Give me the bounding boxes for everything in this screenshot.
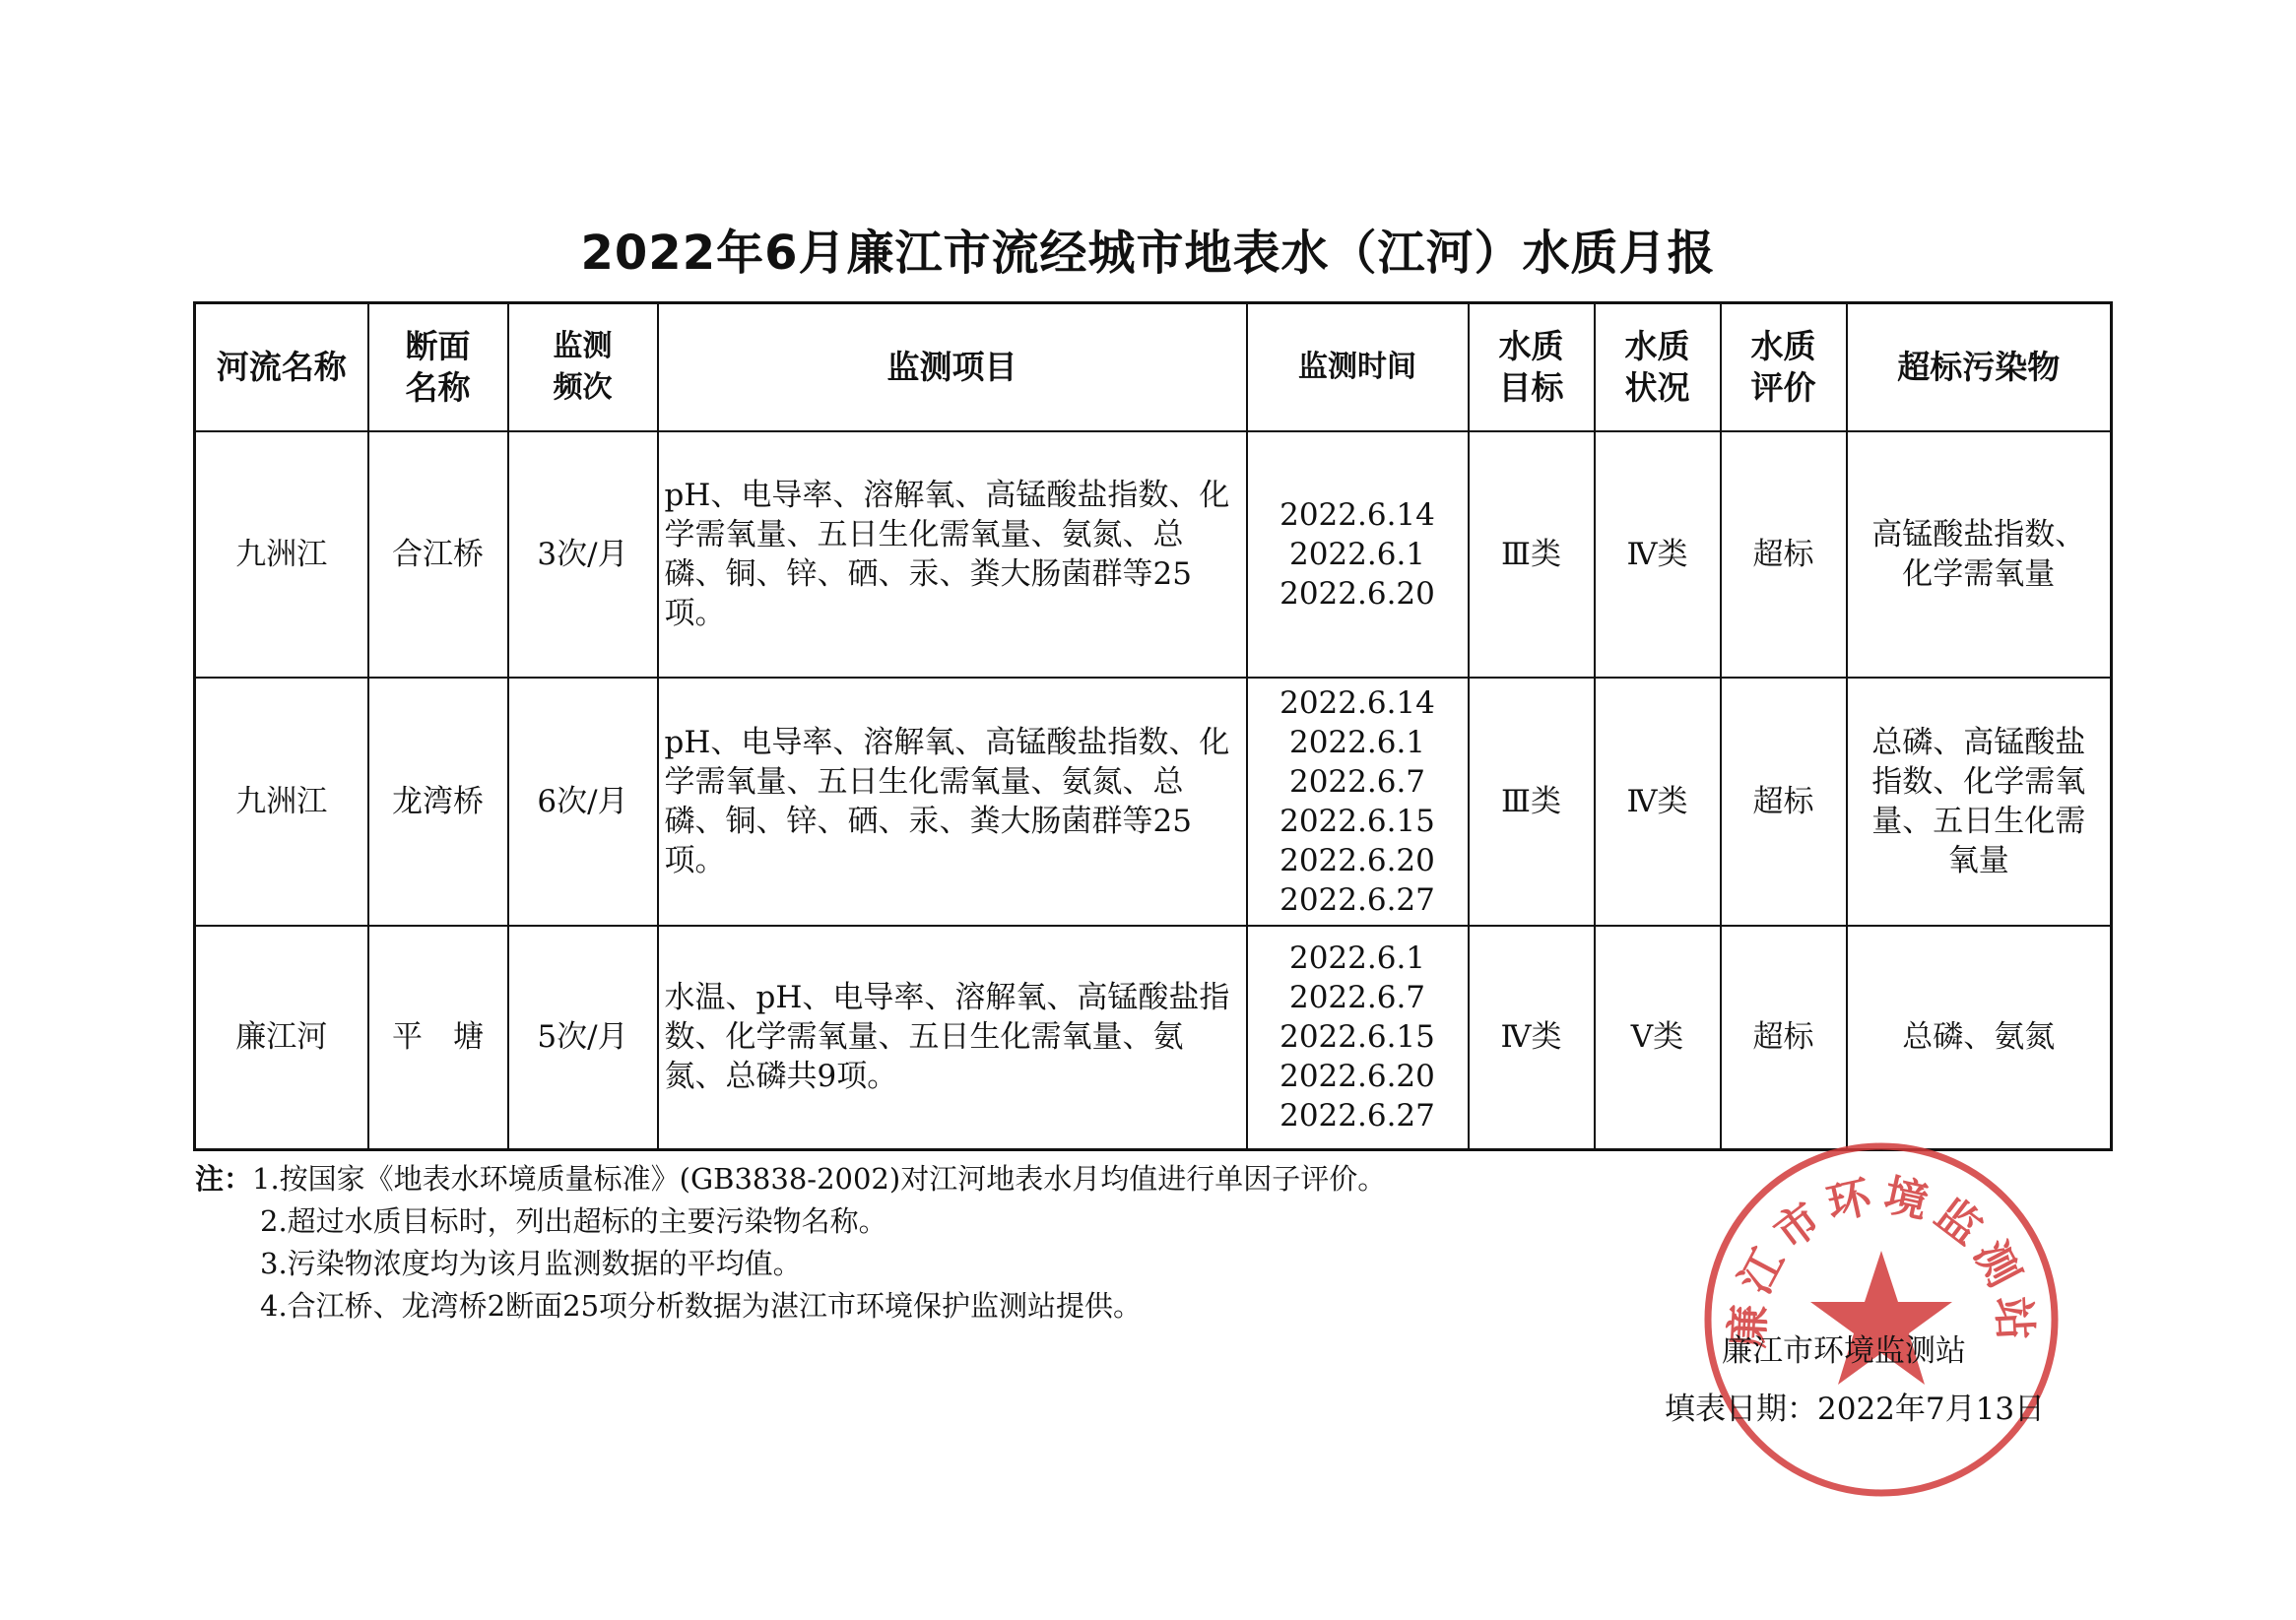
- quality-status: Ⅴ类: [1595, 926, 1721, 1150]
- monitoring-dates: [1247, 678, 1469, 926]
- date-entry: 2022.6.1: [1288, 724, 1426, 760]
- table-header-row: [195, 303, 2112, 431]
- header-frequency: 监测频次: [508, 303, 658, 431]
- note-text: 1.按国家《地表水环境质量标准》(GB3838-2002)对江河地表水月均值进行单因子评价。: [252, 1162, 1387, 1196]
- date-entry: 2022.6.20: [1279, 575, 1435, 612]
- header-status: 水质状况: [1595, 303, 1721, 431]
- header-items: 监测项目: [658, 303, 1247, 431]
- note-line: 3.污染物浓度均为该月监测数据的平均值。: [260, 1247, 802, 1280]
- exceeding-pollutants: 总磷、高锰酸盐指数、化学需氧量、五日生化需氧量: [1847, 678, 2112, 926]
- date-entry: 2022.6.7: [1288, 980, 1426, 1016]
- quality-evaluation: 超标: [1721, 678, 1847, 926]
- date-entry: 2022.6.14: [1279, 496, 1435, 533]
- quality-status: Ⅳ类: [1595, 431, 1721, 678]
- river-name: 廉江河: [195, 926, 368, 1150]
- quality-target: Ⅳ类: [1469, 926, 1595, 1150]
- frequency: 5次/月: [508, 926, 658, 1150]
- header-section: 断面名称: [368, 303, 508, 431]
- date-entry: 2022.6.15: [1279, 803, 1435, 839]
- note-line: [195, 1158, 1386, 1200]
- date-entry: 2022.6.1: [1288, 940, 1426, 977]
- date-entry: 2022.6.20: [1279, 842, 1435, 878]
- note-line: 4.合江桥、龙湾桥2断面25项分析数据为湛江市环境保护监测站提供。: [260, 1289, 1143, 1323]
- river-name: 九洲江: [195, 678, 368, 926]
- date-entry: 2022.6.7: [1288, 763, 1426, 800]
- monitoring-dates: [1247, 926, 1469, 1150]
- header-target: 水质目标: [1469, 303, 1595, 431]
- frequency: 6次/月: [508, 678, 658, 926]
- water-quality-table: [193, 301, 2113, 1151]
- header-dates: 监测时间: [1247, 303, 1469, 431]
- note-line: 2.超过水质目标时，列出超标的主要污染物名称。: [260, 1204, 887, 1238]
- exceeding-pollutants: 高锰酸盐指数、化学需氧量: [1847, 431, 2112, 678]
- header-evaluation: 水质评价: [1721, 303, 1847, 431]
- header-pollutants: 超标污染物: [1847, 303, 2112, 431]
- header-river: 河流名称: [195, 303, 368, 431]
- date-entry: 2022.6.1: [1288, 536, 1426, 572]
- table-row: [195, 431, 2112, 678]
- date-entry: 2022.6.14: [1279, 684, 1435, 721]
- table-row: [195, 926, 2112, 1150]
- frequency: 3次/月: [508, 431, 658, 678]
- quality-evaluation: 超标: [1721, 926, 1847, 1150]
- exceeding-pollutants: 总磷、氨氮: [1847, 926, 2112, 1150]
- monitoring-items: pH、电导率、溶解氧、高锰酸盐指数、化学需氧量、五日生化需氧量、氨氮、总磷、铜、锌、硒、汞、粪大肠菌群等25项。: [658, 678, 1247, 926]
- monitoring-items: pH、电导率、溶解氧、高锰酸盐指数、化学需氧量、五日生化需氧量、氨氮、总磷、铜、锌、硒、汞、粪大肠菌群等25项。: [658, 431, 1247, 678]
- quality-evaluation: 超标: [1721, 431, 1847, 678]
- notes: [195, 1158, 1386, 1328]
- seal-text: 廉江市环境监测站: [1722, 1170, 2041, 1350]
- signature-org: 廉江市环境监测站: [1722, 1333, 1966, 1369]
- quality-target: Ⅲ类: [1469, 431, 1595, 678]
- monitoring-dates: [1247, 431, 1469, 678]
- signature-date: 填表日期：2022年7月13日: [1665, 1392, 2046, 1427]
- date-entry: 2022.6.20: [1279, 1059, 1435, 1095]
- quality-status: Ⅳ类: [1595, 678, 1721, 926]
- page-title: 2022年6月廉江市流经城市地表水（江河）水质月报: [580, 226, 1716, 281]
- official-seal: [1694, 1133, 2068, 1507]
- river-name: 九洲江: [195, 431, 368, 678]
- date-entry: 2022.6.27: [1279, 1098, 1435, 1134]
- notes-lead: 注：: [195, 1162, 253, 1196]
- table-row: [195, 678, 2112, 926]
- monitoring-items: 水温、pH、电导率、溶解氧、高锰酸盐指数、化学需氧量、五日生化需氧量、氨氮、总磷共9项。: [658, 926, 1247, 1150]
- section-name: 龙湾桥: [368, 678, 508, 926]
- section-name: 平 塘: [368, 926, 508, 1150]
- section-name: 合江桥: [368, 431, 508, 678]
- date-entry: 2022.6.27: [1279, 881, 1435, 918]
- quality-target: Ⅲ类: [1469, 678, 1595, 926]
- date-entry: 2022.6.15: [1279, 1019, 1435, 1056]
